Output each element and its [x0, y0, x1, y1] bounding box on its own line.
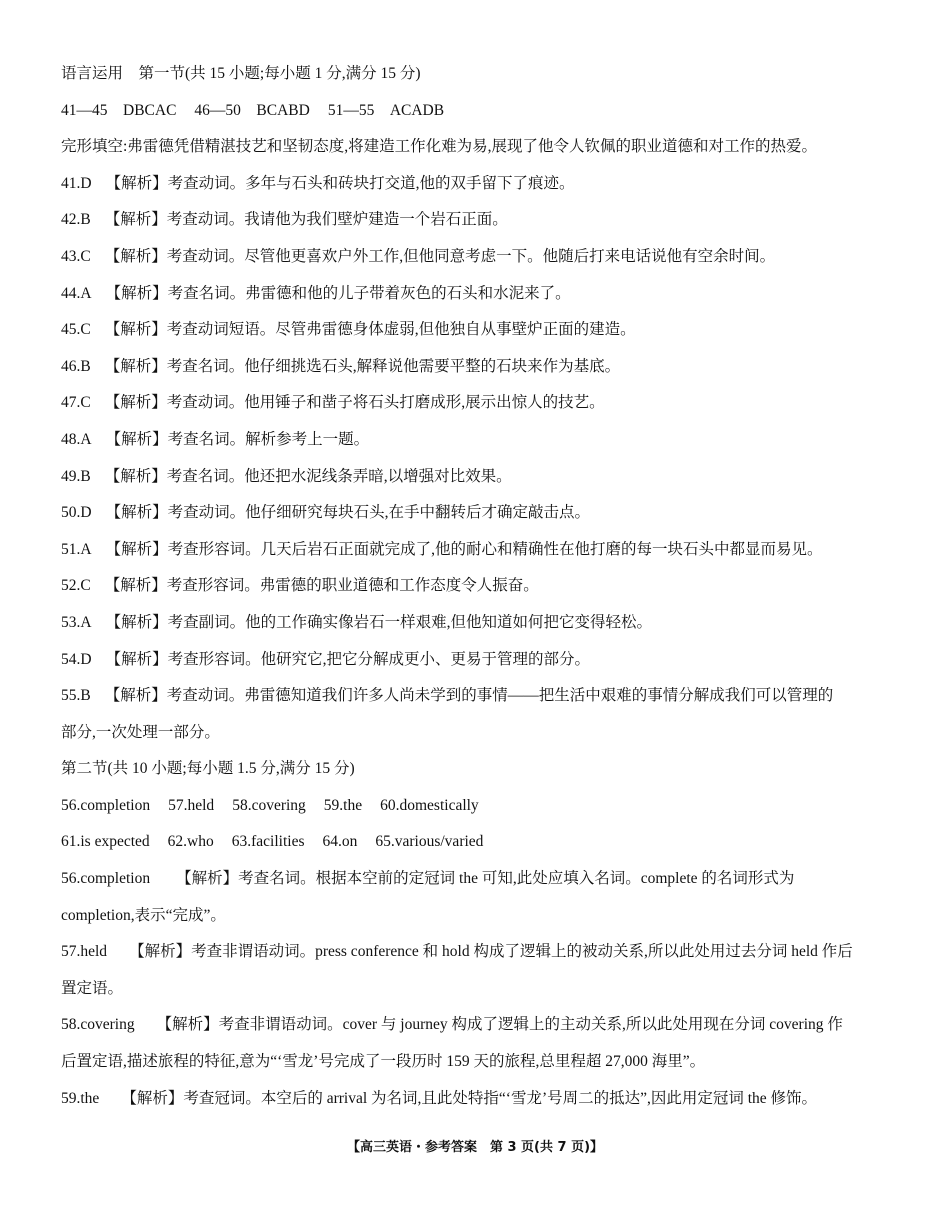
item-text: 考查副词。他的工作确实像岩石一样艰难,但他知道如何把它变得轻松。	[167, 613, 652, 631]
section1-heading: 语言运用 第一节(共 15 小题;每小题 1 分,满分 15 分)	[61, 65, 421, 82]
item-text: 考查形容词。弗雷德的职业道德和工作态度令人振奋。	[166, 577, 539, 595]
explanation-item-55	[61, 684, 901, 721]
answer-group: 41—45 DBCAC	[61, 101, 177, 119]
analysis-tag: 【解析】	[129, 943, 192, 961]
explanation-59	[61, 1087, 901, 1124]
analysis-tag: 【解析】	[104, 467, 167, 485]
item-text: 考查名词。解析参考上一题。	[167, 430, 370, 448]
answer: 57.held	[168, 796, 215, 814]
analysis-tag: 【解析】	[156, 1016, 219, 1034]
item-number: 47.C	[61, 394, 91, 412]
item-number: 54.D	[61, 650, 92, 668]
explanation-57	[61, 940, 901, 977]
explanation-item	[61, 538, 901, 575]
analysis-tag: 【解析】	[104, 357, 167, 375]
item-text-continued: completion,表示“完成”。	[61, 906, 226, 924]
item-number: 46.B	[61, 357, 91, 375]
item-text: 考查名词。弗雷德和他的儿子带着灰色的石头和水泥来了。	[167, 284, 571, 302]
item-number: 44.A	[61, 284, 92, 302]
section2-heading: 第二节(共 10 小题;每小题 1.5 分,满分 15 分)	[61, 760, 355, 778]
analysis-tag: 【解析】	[105, 174, 168, 192]
analysis-tag: 【解析】	[105, 540, 168, 558]
item-number: 48.A	[61, 430, 92, 448]
explanation-item	[61, 428, 901, 465]
section2-answers-row	[61, 794, 901, 831]
explanation-item	[61, 208, 901, 245]
explanation-item	[61, 391, 901, 428]
analysis-tag: 【解析】	[105, 430, 168, 448]
explanation-item	[61, 501, 901, 538]
analysis-tag: 【解析】	[105, 284, 168, 302]
page-footer: 【高三英语・参考答案 第 3 页(共 7 页)】	[346, 1140, 604, 1155]
answer-group: 51—55 ACADB	[327, 101, 445, 119]
explanation-item	[61, 465, 901, 502]
analysis-tag: 【解析】	[104, 687, 167, 705]
analysis-tag: 【解析】	[104, 211, 167, 229]
item-text: 考查动词。他用锤子和凿子将石头打磨成形,展示出惊人的技艺。	[166, 394, 605, 412]
item-number: 58.covering	[61, 1016, 135, 1034]
section1-answers	[61, 99, 901, 136]
explanation-item	[61, 355, 901, 392]
item-text-continued: 置定语。	[61, 979, 124, 997]
cloze-theme: 完形填空:弗雷德凭借精湛技艺和坚韧态度,将建造工作化难为易,展现了他令人钦佩的职业道德和对工作的热爱。	[61, 138, 818, 156]
item-text: 考查名词。他还把水泥线条弄暗,以增强对比效果。	[166, 467, 512, 485]
analysis-tag: 【解析】	[105, 650, 168, 668]
analysis-tag: 【解析】	[121, 1089, 184, 1107]
item-text: 考查动词。弗雷德知道我们许多人尚未学到的事情——把生活中艰难的事情分解成我们可以管理的	[166, 687, 834, 705]
section2-answers-row	[61, 830, 901, 867]
item-number: 53.A	[61, 613, 92, 631]
answer: 64.on	[322, 833, 358, 851]
item-text: 考查动词短语。尽管弗雷德身体虚弱,但他独自从事壁炉正面的建造。	[166, 321, 636, 339]
answer-group: 46—50 BCABD	[194, 101, 310, 119]
item-text-continued: 部分,一次处理一部分。	[61, 723, 220, 741]
item-text: 考查动词。尽管他更喜欢户外工作,但他同意考虑一下。他随后打来电话说他有空余时间。	[166, 247, 776, 265]
answer: 59.the	[323, 796, 363, 814]
item-number: 52.C	[61, 577, 91, 595]
item-text: 考查形容词。几天后岩石正面就完成了,他的耐心和精确性在他打磨的每一块石头中都显而易见。	[167, 540, 823, 558]
explanation-item	[61, 611, 901, 648]
item-number: 43.C	[61, 247, 91, 265]
analysis-tag: 【解析】	[105, 613, 168, 631]
answer: 63.facilities	[231, 833, 305, 851]
explanation-item	[61, 245, 901, 282]
item-text: 考查非谓语动词。cover 与 journey 构成了逻辑上的主动关系,所以此处用现在分词 covering 作	[218, 1016, 843, 1034]
answer: 65.various/varied	[375, 833, 484, 851]
answer: 56.completion	[61, 796, 151, 814]
item-text: 考查冠词。本空后的 arrival 为名词,且此处特指“‘雪龙’号周二的抵达”,因此用定冠词 the 修饰。	[183, 1089, 818, 1107]
item-number: 56.completion	[61, 870, 151, 888]
answer: 60.domestically	[380, 796, 479, 814]
analysis-tag: 【解析】	[176, 870, 239, 888]
explanation-56	[61, 867, 901, 904]
item-text: 考查名词。根据本空前的定冠词 the 可知,此处应填入名词。complete 的名词形式为	[238, 870, 795, 888]
analysis-tag: 【解析】	[104, 321, 167, 339]
item-number: 50.D	[61, 504, 92, 522]
answer: 61.is expected	[61, 833, 150, 851]
item-text: 考查动词。我请他为我们壁炉建造一个岩石正面。	[166, 211, 508, 229]
item-text: 考查名词。他仔细挑选石头,解释说他需要平整的石块来作为基底。	[166, 357, 621, 375]
item-text-continued: 后置定语,描述旅程的特征,意为“‘雪龙’号完成了一段历时 159 天的旅程,总里程超 27,000 海里”。	[61, 1053, 706, 1071]
answer: 62.who	[167, 833, 214, 851]
explanation-item	[61, 172, 901, 209]
item-number: 51.A	[61, 540, 92, 558]
item-number: 57.held	[61, 943, 108, 961]
analysis-tag: 【解析】	[104, 577, 167, 595]
item-number: 41.D	[61, 174, 92, 192]
explanation-item	[61, 282, 901, 319]
item-text: 考查动词。他仔细研究每块石头,在手中翻转后才确定敲击点。	[167, 504, 590, 522]
item-number: 49.B	[61, 467, 91, 485]
analysis-tag: 【解析】	[104, 394, 167, 412]
explanation-item	[61, 574, 901, 611]
analysis-tag: 【解析】	[104, 247, 167, 265]
explanation-item	[61, 318, 901, 355]
item-number: 42.B	[61, 211, 91, 229]
page-content	[61, 62, 901, 1123]
item-text: 考查动词。多年与石头和砖块打交道,他的双手留下了痕迹。	[167, 174, 575, 192]
analysis-tag: 【解析】	[105, 504, 168, 522]
item-text: 考查非谓语动词。press conference 和 hold 构成了逻辑上的被动关系,所以此处用过去分词 held 作后	[191, 943, 853, 961]
item-number: 45.C	[61, 321, 91, 339]
item-number: 59.the	[61, 1089, 100, 1107]
item-text: 考查形容词。他研究它,把它分解成更小、更易于管理的部分。	[167, 650, 590, 668]
item-number: 55.B	[61, 687, 91, 705]
explanation-item	[61, 648, 901, 685]
answer: 58.covering	[232, 796, 306, 814]
explanation-58	[61, 1013, 901, 1050]
